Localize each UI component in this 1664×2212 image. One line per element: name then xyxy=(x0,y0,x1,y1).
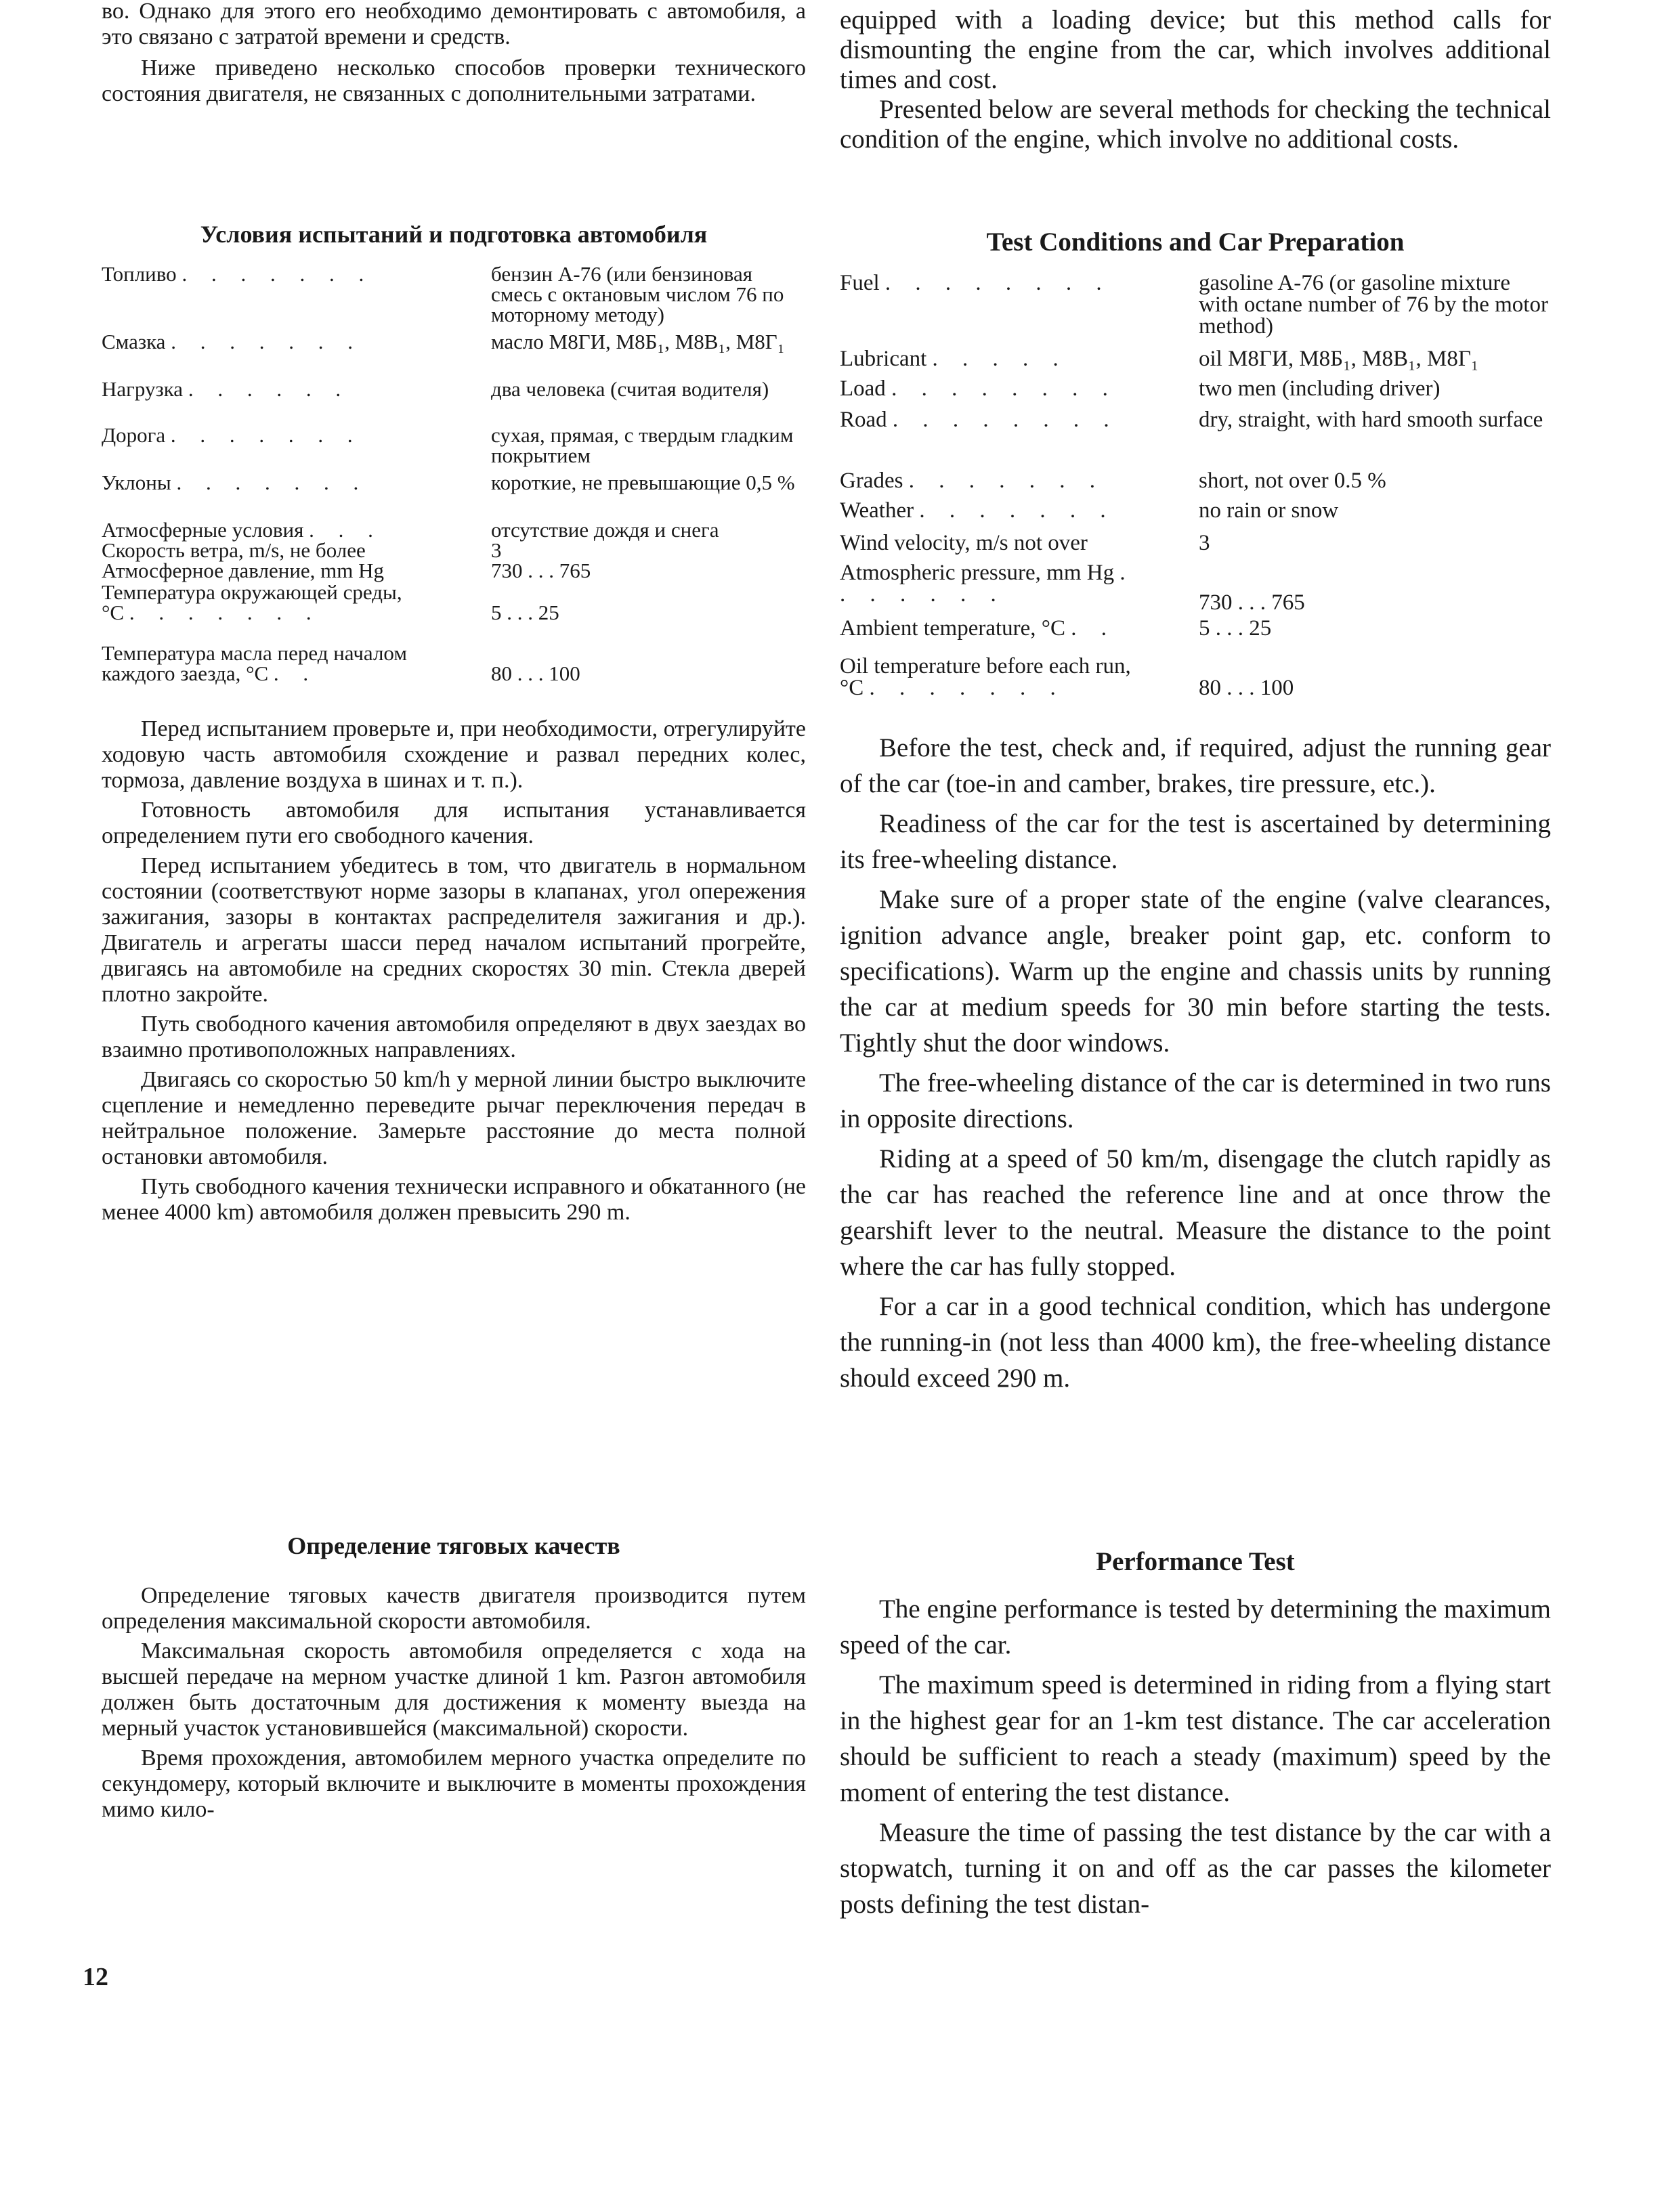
ru-body-paragraph: Перед испытанием убедитесь в том, что двигатель в нормальном состоянии (соответствуют норме зазоры в клапанах, угол опережения зажигания, зазоры в контактах распределителя зажигания и др.). Двигатель и агрегаты шасси перед началом испытаний прогрейте, двигаясь на автомобиле на средних скоростях 30 min. Стекла дверей плотно закройте. xyxy=(102,853,806,1007)
en-condition-value: no rain or snow xyxy=(1199,498,1339,523)
ru-traction-paragraph: Максимальная скорость автомобиля определяется с хода на высшей передаче на мерном участке длиной 1 km. Разгон автомобиля должен быть достаточным для достижения к моменту выезда на мерный участок установившейся (максимальной) скорости. xyxy=(102,1639,806,1741)
en-condition-label: Load xyxy=(840,376,886,401)
ru-condition-value: 730 . . . 765 xyxy=(491,559,591,582)
ru-conditions-heading: Условия испытаний и подготовка автомобиля xyxy=(200,221,708,248)
ru-condition-label: Температура окружающей среды, °С xyxy=(102,580,402,624)
en-body xyxy=(840,730,1551,1396)
en-condition-label: Oil temperature before each run, °C xyxy=(840,654,1131,700)
en-condition-value: gasoline A-76 (or gasoline mixture with octane number of 76 by the motor method) xyxy=(1199,271,1548,339)
ru-condition-value: 80 . . . 100 xyxy=(491,662,580,685)
en-intro xyxy=(840,5,1551,154)
en-intro-paragraph-1: equipped with a loading device; but this method calls for dismounting the engine from the car, which involves additional times and cost. xyxy=(840,5,1551,94)
ru-condition-label: Атмосферные условия xyxy=(102,518,304,542)
page-number: 12 xyxy=(83,1963,108,1991)
ru-body-paragraph: Путь свободного качения автомобиля определяют в двух заездах во взаимно противоположных направлениях. xyxy=(102,1012,806,1062)
ru-condition-label: Топливо xyxy=(102,262,177,286)
en-conditions-table: Fuel . . . . . . . . gasoline A-76 (or gasoline mixture with octane number of 76 by the motor method) Lubricant . . . . . oil М8ГИ, М8Б₁, М8В₁, М8Г₁ Load . . . . . . . . two men (including driver) Road . . . . . . . . dry, straight, with hard smooth surface Grades . . . . . . . short, not over 0.5 % Weather . . . . . . . no rain or snow Wind velocity, m/s not over 3 Atmospheric pressure, mm Hg . . . . . . . 730 . . . 765 Ambient temperature, °C . . 5 . . . 25 Oil temperature before each run, °C . . . . . . . 80 . . . 100 xyxy=(840,272,1551,712)
en-body-paragraph: Riding at a speed of 50 km/m, disengage the clutch rapidly as the car has reached the reference line and at once throw the gearshift lever to the neutral. Measure the distance to the point where the car has fully stopped. xyxy=(840,1144,1551,1281)
ru-body-paragraph: Двигаясь со скоростью 50 km/h у мерной линии быстро выключите сцепление и немедленно переведите рычаг переключения передач в нейтральное положение. Замерьте расстояние до места полной остановки автомобиля. xyxy=(102,1067,806,1169)
ru-condition-value: 3 xyxy=(491,538,502,562)
ru-body-paragraph: Перед испытанием проверьте и, при необходимости, отрегулируйте ходовую часть автомобиля схождение и развал передних колес, тормоза, давление воздуха в шинах и т. п.). xyxy=(102,716,806,793)
en-body-paragraph: Readiness of the car for the test is ascertained by determining its free-wheeling distance. xyxy=(840,809,1551,874)
en-condition-value: dry, straight, with hard smooth surface xyxy=(1199,408,1543,432)
ru-condition-value: 5 . . . 25 xyxy=(491,601,559,624)
ru-condition-label: Скорость ветра, m/s, не более xyxy=(102,538,366,562)
en-performance xyxy=(840,1591,1551,1922)
en-condition-value: oil М8ГИ, М8Б₁, М8В₁, М8Г₁ xyxy=(1199,347,1479,371)
en-condition-label: Road xyxy=(840,408,887,432)
ru-condition-label: Дорога xyxy=(102,423,166,447)
ru-body xyxy=(102,716,806,1226)
en-condition-label: Atmospheric pressure, mm Hg xyxy=(840,561,1115,585)
en-condition-label: Ambient temperature, °C xyxy=(840,616,1066,641)
en-condition-value: 80 . . . 100 xyxy=(1199,676,1294,700)
en-intro-paragraph-2: Presented below are several methods for checking the technical condition of the engine, which involve no additional costs. xyxy=(840,95,1551,154)
ru-condition-value: два человека (считая водителя) xyxy=(491,377,769,401)
ru-condition-label: Уклоны xyxy=(102,471,171,494)
ru-conditions-table: Топливо . . . . . . . бензин А-76 (или бензиновая смесь с октановым числом 76 по моторному методу) Смазка . . . . . . . масло М8ГИ, М8Б₁, М8В₁, М8Г₁ Нагрузка . . . . . . два человека (считая водителя) Дорога . . . . . . . сухая, прямая, с твердым гладким покрытием Уклоны . . . . . . . короткие, не превышающие 0,5 % Атмосферные условия . . . отсутствие дождя и снега Скорость ветра, m/s, не более 3 Атмосферное давление, mm Hg 730 . . . 765 Температура окружающей среды, °С . . . . . . . 5 . . . 25 Температура масла перед началом каждого заезда, °С . . 80 . . . 100 xyxy=(102,264,806,697)
en-condition-label: Grades xyxy=(840,469,903,493)
en-condition-label: Wind velocity, m/s not over xyxy=(840,531,1088,555)
ru-condition-label: Температура масла перед началом каждого заезда, °С xyxy=(102,641,407,685)
en-condition-label: Weather xyxy=(840,498,914,523)
en-condition-value: short, not over 0.5 % xyxy=(1199,469,1386,493)
ru-condition-value: короткие, не превышающие 0,5 % xyxy=(491,471,795,494)
ru-condition-value: бензин А-76 (или бензиновая смесь с октановым числом 76 по моторному методу) xyxy=(491,262,784,326)
en-performance-paragraph: Measure the time of passing the test distance by the car with a stopwatch, turning it on and off as the car passes the kilometer posts defining the test distan- xyxy=(840,1818,1551,1919)
ru-condition-label: Нагрузка xyxy=(102,377,184,401)
en-condition-value: 730 . . . 765 xyxy=(1199,590,1305,615)
en-condition-label: Fuel xyxy=(840,271,880,295)
ru-body-paragraph: Готовность автомобиля для испытания устанавливается определением пути его свободного качения. xyxy=(102,798,806,848)
ru-condition-label: Смазка xyxy=(102,330,166,353)
ru-condition-value: отсутствие дождя и снега xyxy=(491,518,719,542)
en-body-paragraph: Make sure of a proper state of the engine (valve clearances, ignition advance angle, breaker point gap, etc. conform to specifications). Warm up the engine and chassis units by running the car at medium speeds for 30 min before starting the tests. Tightly shut the door windows. xyxy=(840,885,1551,1058)
ru-condition-value: сухая, прямая, с твердым гладким покрытием xyxy=(491,423,794,467)
ru-intro-paragraph-1: во. Однако для этого его необходимо демонтировать с автомобиля, а это связано с затратой времени и средств. xyxy=(102,0,806,49)
ru-intro-paragraph-2: Ниже приведено несколько способов проверки технического состояния двигателя, не связанных с дополнительными затратами. xyxy=(102,56,806,106)
ru-traction-paragraph: Определение тяговых качеств двигателя производится путем определения максимальной скорости автомобиля. xyxy=(102,1583,806,1634)
ru-intro xyxy=(102,0,806,107)
en-condition-value: two men (including driver) xyxy=(1199,376,1441,401)
en-condition-label: Lubricant xyxy=(840,347,927,371)
en-body-paragraph: For a car in a good technical condition, which has undergone the running-in (not less than 4000 km), the free-wheeling distance should exceed 290 m. xyxy=(840,1292,1551,1393)
ru-traction xyxy=(102,1583,806,1823)
en-conditions-heading: Test Conditions and Car Preparation xyxy=(986,227,1405,257)
ru-traction-paragraph: Время прохождения, автомобилем мерного участка определите по секундомеру, который включите и выключите в моменты прохождения мимо кило- xyxy=(102,1745,806,1822)
ru-condition-label: Атмосферное давление, mm Hg xyxy=(102,559,385,582)
ru-body-paragraph: Путь свободного качения технически исправного и обкатанного (не менее 4000 km) автомобиля должен превысить 290 m. xyxy=(102,1174,806,1225)
en-performance-paragraph: The maximum speed is determined in riding from a flying start in the highest gear for an 1-km test distance. The car acceleration should be sufficient to reach a steady (maximum) speed by the moment of entering the test distance. xyxy=(840,1670,1551,1807)
ru-condition-value: масло М8ГИ, М8Б₁, М8В₁, М8Г₁ xyxy=(491,330,785,353)
en-performance-heading: Performance Test xyxy=(1096,1547,1295,1576)
en-condition-value: 3 xyxy=(1199,531,1210,555)
en-performance-paragraph: The engine performance is tested by determining the maximum speed of the car. xyxy=(840,1595,1551,1660)
en-condition-value: 5 . . . 25 xyxy=(1199,616,1272,641)
ru-traction-heading: Определение тяговых качеств xyxy=(287,1532,620,1559)
en-body-paragraph: Before the test, check and, if required, adjust the running gear of the car (toe-in and camber, brakes, tire pressure, etc.). xyxy=(840,733,1551,798)
en-body-paragraph: The free-wheeling distance of the car is determined in two runs in opposite directions. xyxy=(840,1068,1551,1133)
